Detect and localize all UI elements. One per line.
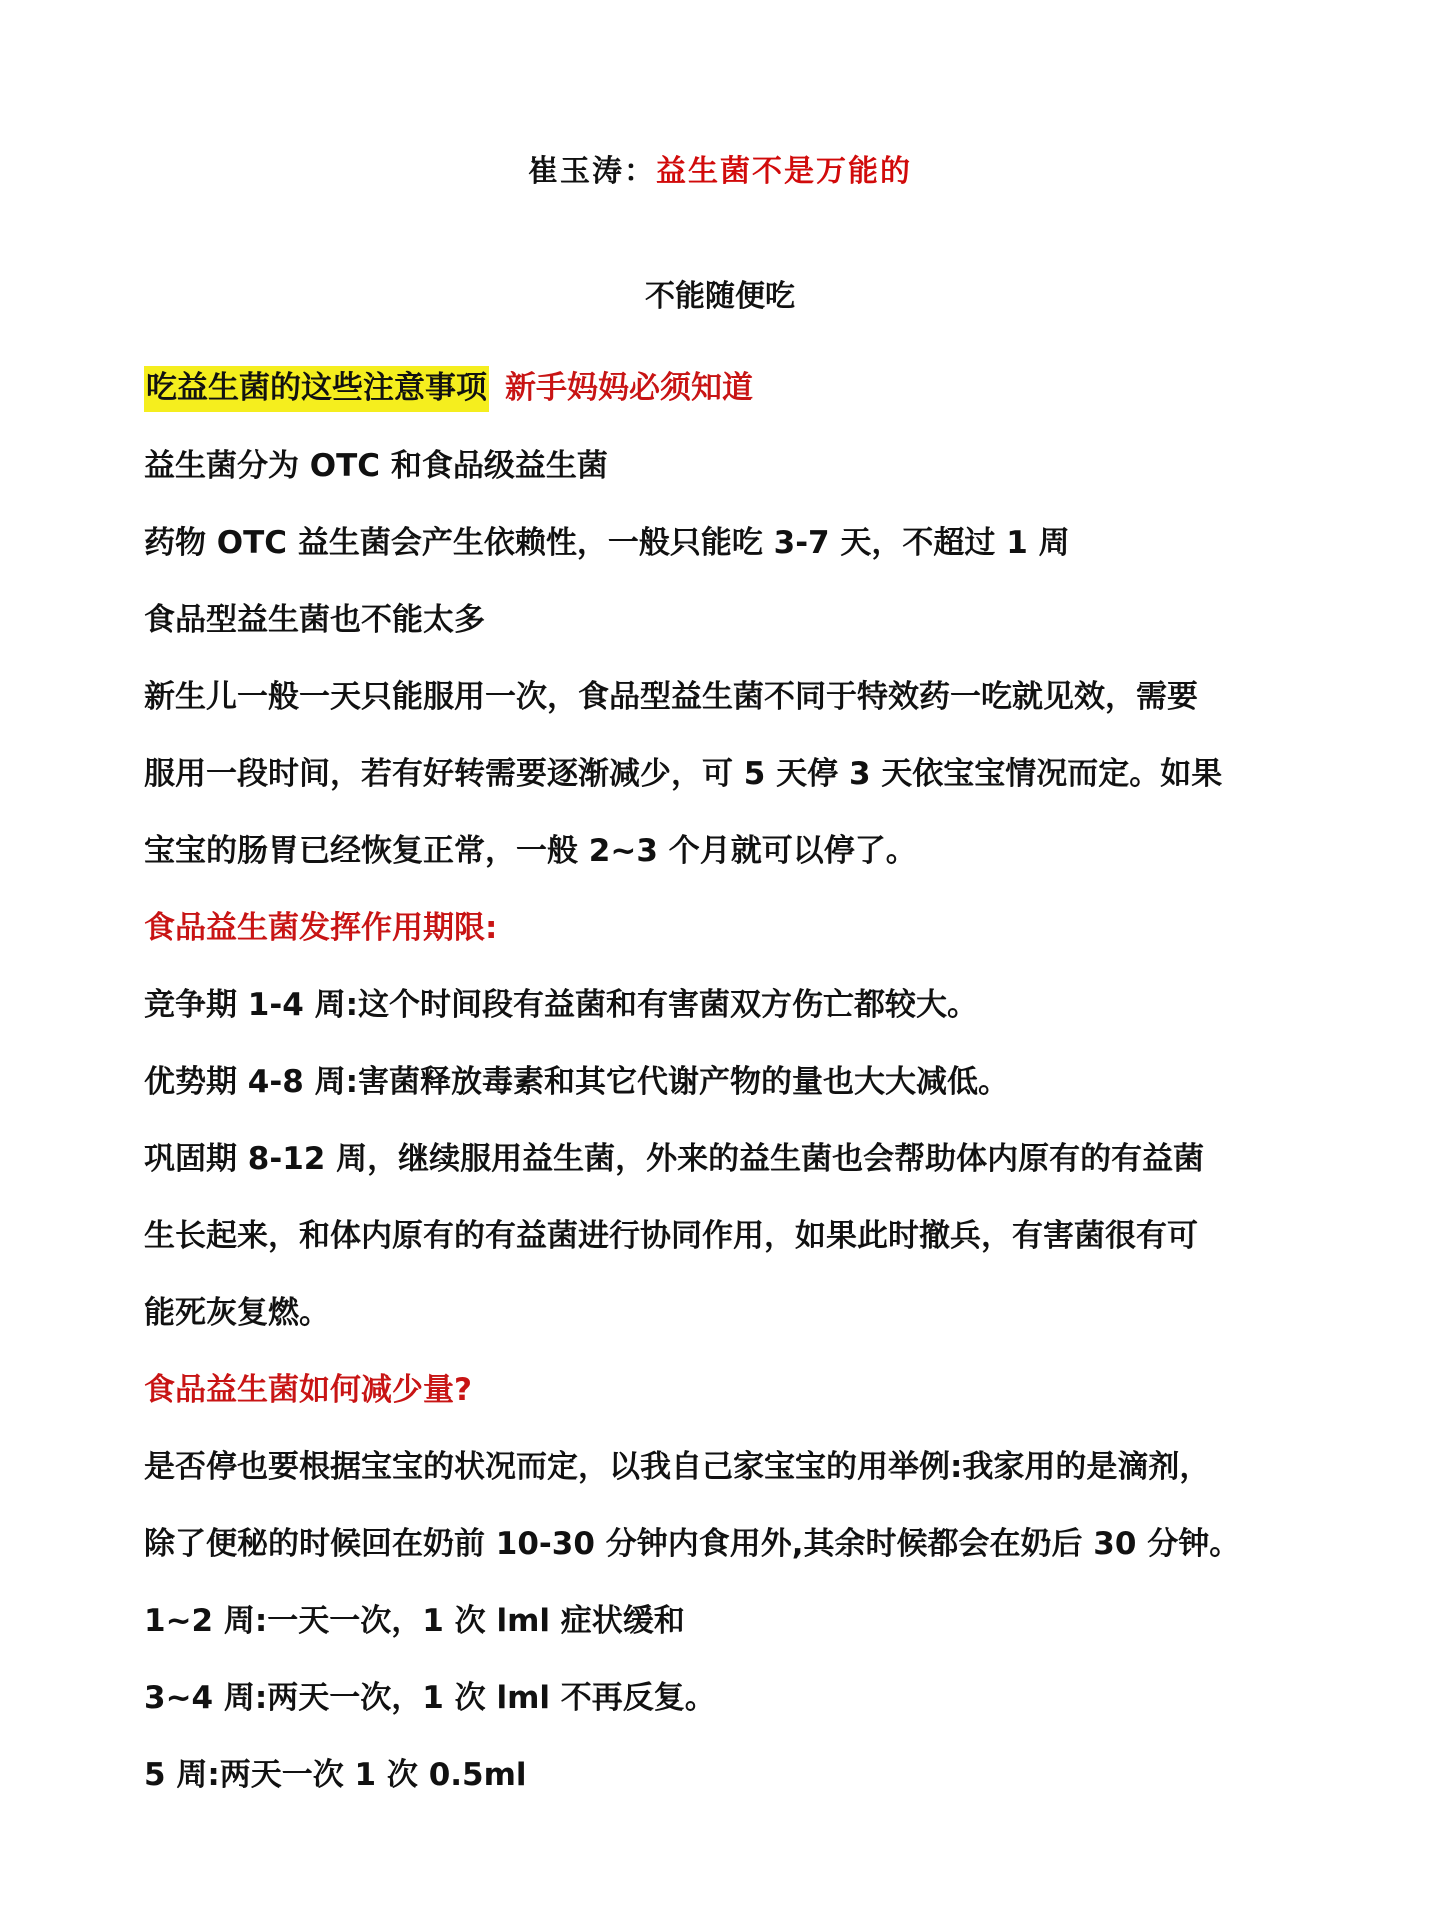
text-line: 3~4 周:两天一次，1 次 lml 不再反复。	[144, 1680, 716, 1716]
text-line: 巩固期 8-12 周，继续服用益生菌，外来的益生菌也会帮助体内原有的有益菌	[144, 1141, 1205, 1177]
section-heading: 食品益生菌如何减少量?	[144, 1372, 472, 1408]
title-prefix: 崔玉涛：	[528, 154, 656, 189]
text-line: 5 周:两天一次 1 次 0.5ml	[144, 1757, 527, 1793]
text-line: 优势期 4-8 周:害菌释放毒素和其它代谢产物的量也大大减低。	[144, 1064, 1009, 1100]
notice-tagline: 新手妈妈必须知道	[505, 370, 753, 406]
notice-highlight: 吃益生菌的这些注意事项	[144, 366, 489, 412]
text-line: 宝宝的肠胃已经恢复正常，一般 2~3 个月就可以停了。	[144, 833, 917, 869]
text-line: 1~2 周:一天一次，1 次 lml 症状缓和	[144, 1603, 685, 1639]
page-title	[0, 112, 1440, 232]
section-heading: 食品益生菌发挥作用期限:	[144, 910, 498, 946]
text-line: 竞争期 1-4 周:这个时间段有益菌和有害菌双方伤亡都较大。	[144, 987, 978, 1023]
title-emphasis: 益生菌不是万能的	[656, 154, 912, 189]
text-line: 食品型益生菌也不能太多	[144, 602, 485, 638]
text-line: 药物 OTC 益生菌会产生依赖性，一般只能吃 3-7 天，不超过 1 周	[144, 525, 1070, 561]
text-line: 益生菌分为 OTC 和食品级益生菌	[144, 448, 608, 484]
notice-line	[144, 366, 1304, 410]
text-line: 服用一段时间，若有好转需要逐渐减少，可 5 天停 3 天依宝宝情况而定。如果	[144, 756, 1223, 792]
text-line: 新生儿一般一天只能服用一次，食品型益生菌不同于特效药一吃就见效，需要	[144, 679, 1198, 715]
text-line: 除了便秘的时候回在奶前 10-30 分钟内食用外,其余时候都会在奶后 30 分钟。	[144, 1526, 1241, 1562]
text-line: 能死灰复燃。	[144, 1295, 330, 1331]
text-line: 是否停也要根据宝宝的状况而定，以我自己家宝宝的用举例:我家用的是滴剂，	[144, 1449, 1211, 1485]
page-subtitle: 不能随便吃	[645, 279, 795, 314]
text-line: 生长起来，和体内原有的有益菌进行协同作用，如果此时撤兵，有害菌很有可	[144, 1218, 1198, 1254]
